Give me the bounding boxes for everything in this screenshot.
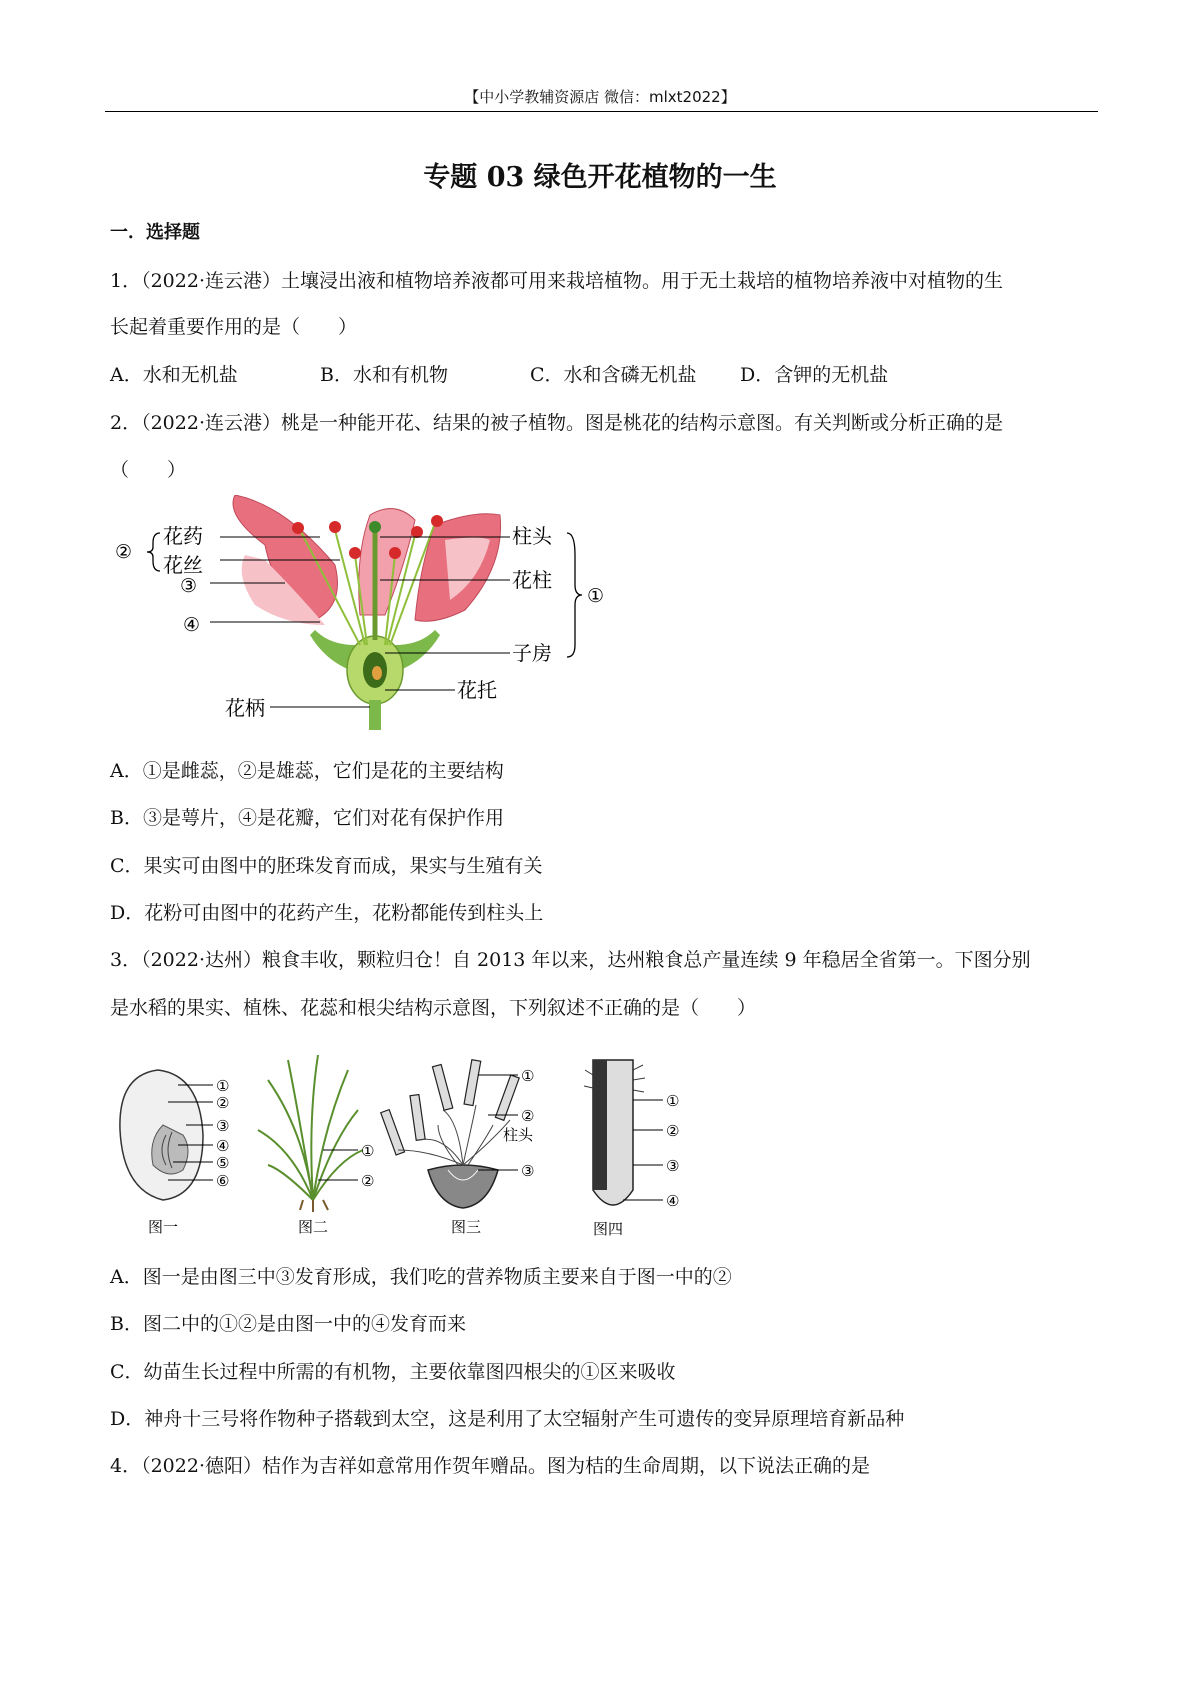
label-receptacle: 花托 [457, 678, 497, 702]
fig2-label-2: ② [361, 1172, 375, 1190]
header-rule [105, 111, 1098, 112]
page-title: 专题 03 绿色开花植物的一生 [423, 162, 777, 193]
q3-line1: 3．（2022·达州）粮食丰收，颗粒归仓！自 2013 年以来，达州粮食总产量连续 9 年稳居全省第一。下图分别 [110, 949, 1031, 971]
label-anther: 花药 [163, 524, 203, 548]
fig1-label-3: ③ [216, 1117, 230, 1135]
fig3-label-stigma: 柱头 [503, 1126, 534, 1144]
q3-option-c: C．幼苗生长过程中所需的有机物，主要依靠图四根尖的①区来吸收 [110, 1361, 676, 1383]
rice-structure-diagrams [108, 1040, 748, 1240]
fig4-label-1: ① [666, 1092, 680, 1110]
label-group2: ② [115, 541, 133, 563]
fig1-caption: 图一 [148, 1218, 179, 1236]
fig1-label-4: ④ [216, 1137, 230, 1155]
figure-1-seed [120, 1070, 230, 1236]
label-style: 花柱 [512, 568, 552, 592]
q2-option-b: B．③是萼片，④是花瓣，它们对花有保护作用 [110, 807, 504, 829]
fig4-label-4: ④ [666, 1192, 680, 1210]
fig2-label-1: ① [361, 1142, 375, 1160]
q1-option-d: D．含钾的无机盐 [740, 364, 889, 386]
fig1-label-6: ⑥ [216, 1172, 230, 1190]
label-filament: 花丝 [163, 553, 203, 577]
fig1-label-5: ⑤ [216, 1154, 230, 1172]
q3-line2: 是水稻的果实、植株、花蕊和根尖结构示意图，下列叙述不正确的是（ ） [110, 997, 757, 1019]
fig3-caption: 图三 [451, 1218, 482, 1236]
fig4-caption: 图四 [593, 1220, 624, 1238]
q1-line1: 1．（2022·连云港）土壤浸出液和植物培养液都可用来栽培植物。用于无土栽培的植物培养液中对植物的生 [110, 270, 1003, 292]
q3-option-b: B．图二中的①②是由图一中的④发育而来 [110, 1313, 466, 1335]
figure-4-root-tip [584, 1060, 679, 1238]
page-header: 【中小学教辅资源店 微信：mlxt2022】 [464, 88, 736, 106]
fig4-label-2: ② [666, 1122, 680, 1140]
label-group1: ① [587, 585, 605, 607]
q1-option-c: C．水和含磷无机盐 [530, 364, 697, 386]
fig1-label-1: ① [216, 1077, 230, 1095]
fig2-caption: 图二 [298, 1218, 329, 1236]
q2-line2: （ ） [110, 459, 187, 481]
fig1-label-2: ② [216, 1094, 230, 1112]
fig4-label-3: ③ [666, 1157, 680, 1175]
figure-3-flower-organs [381, 1060, 535, 1236]
label-pedicel: 花柄 [225, 696, 265, 720]
q3-option-d: D．神舟十三号将作物种子搭载到太空，这是利用了太空辐射产生可遗传的变异原理培育新品种 [110, 1408, 905, 1430]
figure-2-plant [258, 1055, 363, 1212]
q2-line1: 2．（2022·连云港）桃是一种能开花、结果的被子植物。图是桃花的结构示意图。有关判断或分析正确的是 [110, 412, 1003, 434]
peach-flower-diagram [115, 495, 635, 730]
q1-option-b: B．水和有机物 [320, 364, 448, 386]
label-4: ④ [183, 614, 201, 636]
q4-line1: 4．（2022·德阳）桔作为吉祥如意常用作贺年赠品。图为桔的生命周期，以下说法正确的是 [110, 1455, 870, 1477]
section-heading: 一．选择题 [110, 222, 200, 243]
label-ovary: 子房 [512, 641, 552, 665]
fig3-label-2: ② [521, 1107, 535, 1125]
q2-option-d: D．花粉可由图中的花药产生，花粉都能传到柱头上 [110, 902, 544, 924]
fig3-label-1: ① [521, 1067, 535, 1085]
label-stigma: 柱头 [512, 524, 552, 548]
q2-option-c: C．果实可由图中的胚珠发育而成，果实与生殖有关 [110, 855, 543, 877]
q1-option-a: A．水和无机盐 [110, 364, 238, 386]
q2-option-a: A．①是雌蕊，②是雄蕊，它们是花的主要结构 [110, 760, 504, 782]
label-3: ③ [180, 575, 198, 597]
q3-option-a: A．图一是由图三中③发育形成，我们吃的营养物质主要来自于图一中的② [110, 1266, 732, 1288]
fig3-label-3: ③ [521, 1162, 535, 1180]
q1-line2: 长起着重要作用的是（ ） [110, 316, 358, 338]
